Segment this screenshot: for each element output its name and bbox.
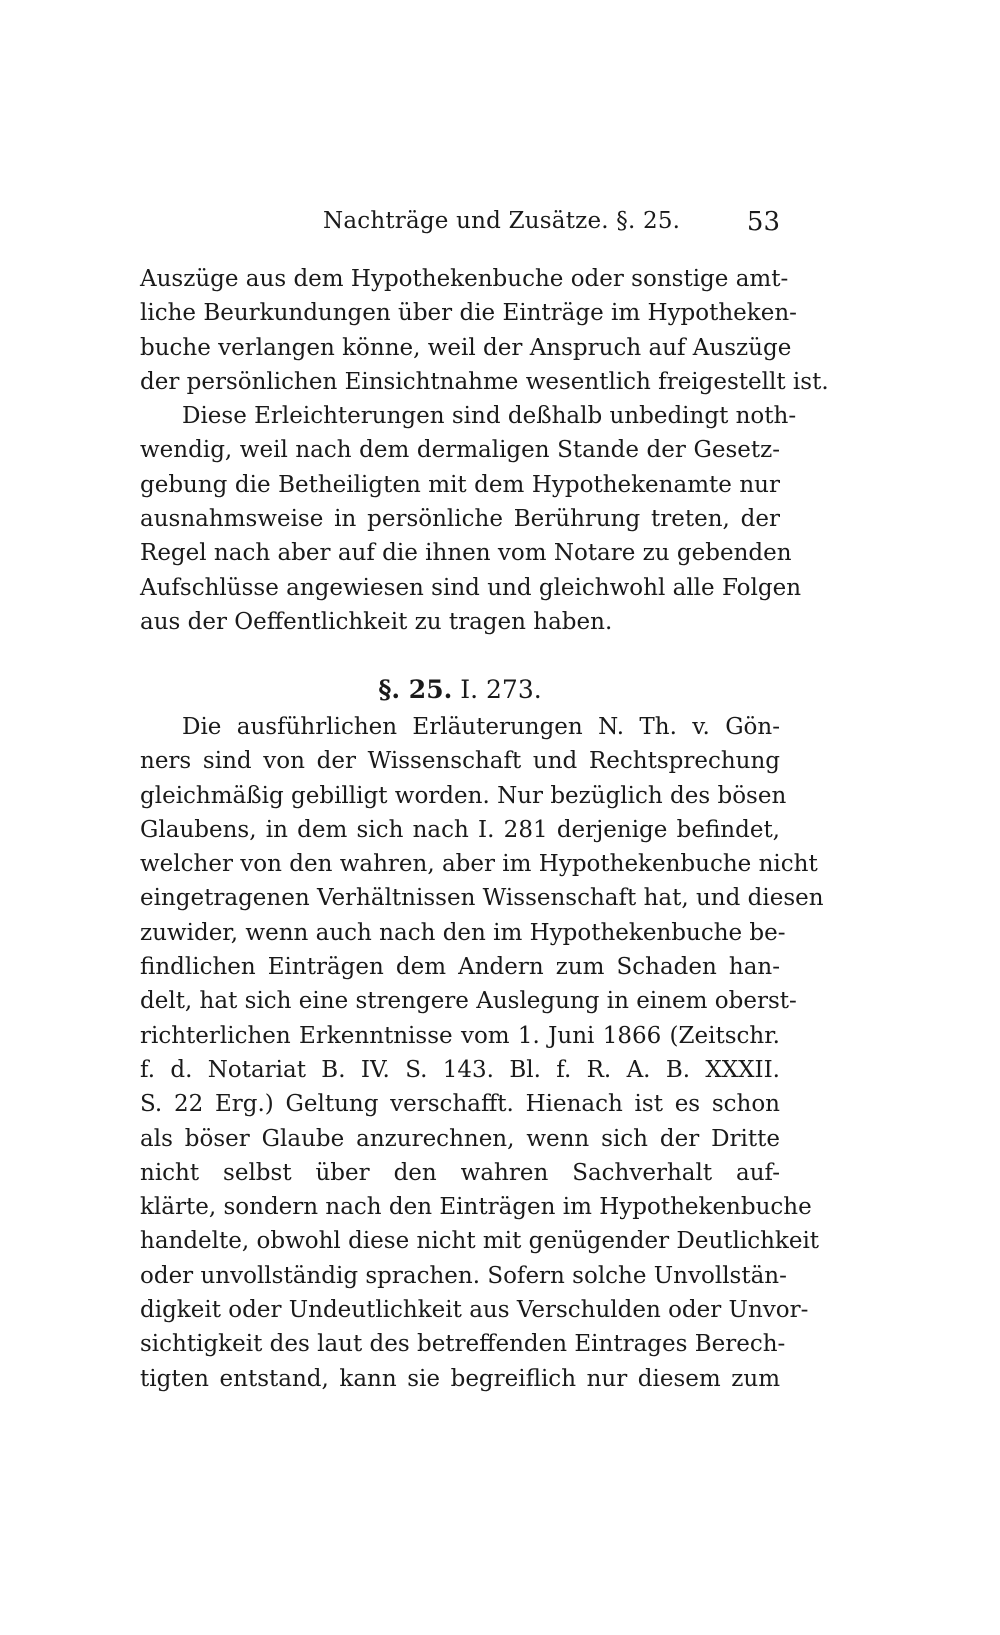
text-line: gebung die Betheiligten mit dem Hypothekenamte nur: [140, 471, 780, 498]
text-line: aus der Oeffentlichkeit zu tragen haben.: [140, 608, 613, 635]
text-line: als böser Glaube anzurechnen, wenn sich der Dritte: [140, 1125, 780, 1152]
section-mark: §. 25.: [378, 675, 453, 704]
text-line: liche Beurkundungen über die Einträge im Hypotheken-: [140, 300, 797, 327]
text-line: sichtigkeit des laut des betreffenden Eintrages Berech-: [140, 1331, 786, 1358]
text-line: S. 22 Erg.) Geltung verschafft. Hienach ist es schon: [140, 1091, 780, 1118]
text-line: Diese Erleichterungen sind deßhalb unbedingt noth-: [182, 403, 797, 430]
text-line: klärte, sondern nach den Einträgen im Hypothekenbuche: [140, 1194, 812, 1221]
text-line: findlichen Einträgen dem Andern zum Schaden han-: [140, 954, 780, 981]
text-line: wendig, weil nach dem dermaligen Stande der Gesetz-: [140, 437, 780, 464]
text-line: ausnahmsweise in persönliche Berührung treten, der: [140, 506, 780, 533]
text-line: richterlichen Erkenntnisse vom 1. Juni 1866 (Zeitschr.: [140, 1022, 780, 1049]
text-block-lower: [140, 710, 824, 1396]
text-line: tigten entstand, kann sie begreiflich nur diesem zum: [140, 1365, 780, 1392]
text-line: f. d. Notariat B. IV. S. 143. Bl. f. R. A. B. XXXII.: [140, 1056, 780, 1083]
text-line: digkeit oder Undeutlichkeit aus Verschulden oder Unvor-: [140, 1297, 809, 1324]
text-line: ners sind von der Wissenschaft und Rechtsprechung: [140, 748, 780, 775]
page-number: 53: [746, 207, 780, 237]
text-line: handelte, obwohl diese nicht mit genügender Deutlichkeit: [140, 1228, 820, 1255]
text-line: Glaubens, in dem sich nach I. 281 derjenige befindet,: [140, 816, 780, 843]
paragraph-erlaeuterungen: [140, 710, 824, 1396]
text-line: welcher von den wahren, aber im Hypothekenbuche nicht: [140, 851, 818, 878]
section-reference: I. 273.: [460, 675, 542, 704]
text-line: buche verlangen könne, weil der Anspruch auf Auszüge: [140, 334, 792, 361]
text-line: Auszüge aus dem Hypothekenbuche oder sonstige amt-: [140, 266, 789, 292]
running-header: [140, 208, 780, 248]
text-line: oder unvollständig sprachen. Sofern solche Unvollstän-: [140, 1262, 787, 1289]
running-title: Nachträge und Zusätze. §. 25.: [323, 208, 681, 234]
section-heading: [140, 672, 780, 708]
text-line: Regel nach aber auf die ihnen vom Notare zu gebenden: [140, 540, 792, 567]
paragraph-erleichterungen: [140, 399, 802, 639]
text-line: Die ausführlichen Erläuterungen N. Th. v. Gön-: [182, 714, 780, 740]
paragraph-continued: [140, 262, 829, 399]
text-line: zuwider, wenn auch nach den im Hypothekenbuche be-: [140, 919, 786, 946]
text-line: Aufschlüsse angewiesen sind und gleichwohl alle Folgen: [140, 574, 802, 601]
text-block-upper: [140, 262, 829, 639]
text-line: der persönlichen Einsichtnahme wesentlich freigestellt ist.: [140, 368, 829, 395]
text-line: gleichmäßig gebilligt worden. Nur bezüglich des bösen: [140, 782, 787, 809]
text-line: delt, hat sich eine strengere Auslegung in einem oberst-: [140, 988, 797, 1015]
text-line: eingetragenen Verhältnissen Wissenschaft hat, und diesen: [140, 885, 824, 912]
text-line: nicht selbst über den wahren Sachverhalt auf-: [140, 1159, 780, 1186]
